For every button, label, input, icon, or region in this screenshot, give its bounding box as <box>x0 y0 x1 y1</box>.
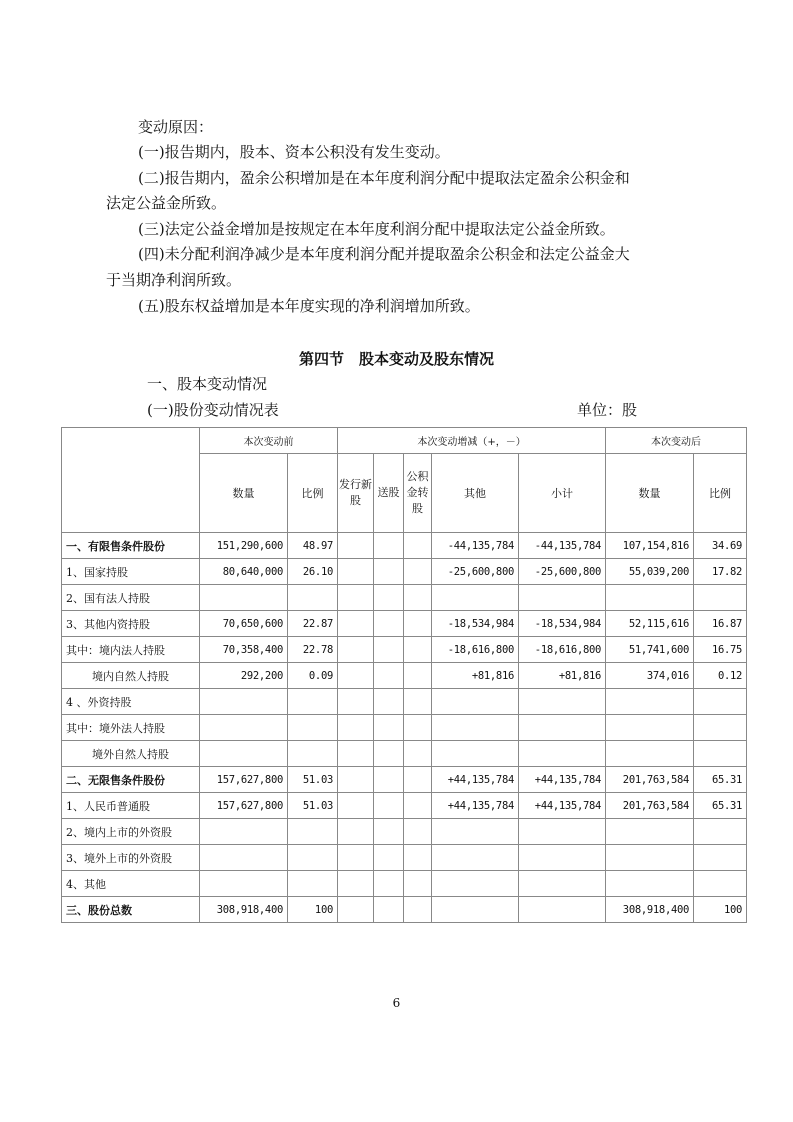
reason-item-1: (一)报告期内，股本、资本公积没有发生变动。 <box>138 143 450 161</box>
cell-transfer <box>404 689 432 715</box>
cell-subtotal <box>519 741 606 767</box>
cell-bonus <box>374 663 404 689</box>
cell-ratio: 0.09 <box>288 663 338 689</box>
header-qty-after: 数量 <box>606 454 694 533</box>
cell-qty-after: 52,115,616 <box>606 611 694 637</box>
header-transfer: 公积金转股 <box>404 454 432 533</box>
cell-qty <box>200 871 288 897</box>
table-row <box>62 559 747 585</box>
cell-transfer <box>404 897 432 923</box>
cell-other: -44,135,784 <box>432 533 519 559</box>
cell-bonus <box>374 845 404 871</box>
cell-transfer <box>404 585 432 611</box>
cell-qty <box>200 715 288 741</box>
cell-subtotal <box>519 871 606 897</box>
reason-item-3: (三)法定公益金增加是按规定在本年度利润分配中提取法定公益金所致。 <box>138 220 615 238</box>
cell-bonus <box>374 715 404 741</box>
cell-issue <box>338 741 374 767</box>
cell-subtotal <box>519 585 606 611</box>
cell-ratio <box>288 689 338 715</box>
cell-qty-after: 201,763,584 <box>606 793 694 819</box>
cell-qty <box>200 585 288 611</box>
cell-other <box>432 715 519 741</box>
row-label: 3、其他内资持股 <box>62 611 200 637</box>
cell-issue <box>338 871 374 897</box>
cell-ratio: 26.10 <box>288 559 338 585</box>
row-label: 4 、外资持股 <box>62 689 200 715</box>
row-label: 1、人民币普通股 <box>62 793 200 819</box>
cell-qty-after <box>606 689 694 715</box>
cell-ratio-after <box>694 715 747 741</box>
cell-bonus <box>374 689 404 715</box>
cell-ratio-after: 34.69 <box>694 533 747 559</box>
cell-transfer <box>404 871 432 897</box>
cell-qty <box>200 819 288 845</box>
cell-subtotal: -44,135,784 <box>519 533 606 559</box>
cell-qty: 308,918,400 <box>200 897 288 923</box>
cell-other: +44,135,784 <box>432 793 519 819</box>
cell-bonus <box>374 767 404 793</box>
row-label: 2、境内上市的外资股 <box>62 819 200 845</box>
cell-bonus <box>374 897 404 923</box>
cell-ratio: 51.03 <box>288 793 338 819</box>
cell-subtotal: +81,816 <box>519 663 606 689</box>
cell-qty-after <box>606 819 694 845</box>
row-label: 境内自然人持股 <box>62 663 200 689</box>
cell-issue <box>338 897 374 923</box>
cell-bonus <box>374 793 404 819</box>
cell-other: -25,600,800 <box>432 559 519 585</box>
cell-other <box>432 871 519 897</box>
cell-qty-after: 308,918,400 <box>606 897 694 923</box>
cell-issue <box>338 819 374 845</box>
cell-transfer <box>404 819 432 845</box>
table-row <box>62 741 747 767</box>
header-bonus: 送股 <box>374 454 404 533</box>
cell-other <box>432 689 519 715</box>
cell-qty: 157,627,800 <box>200 793 288 819</box>
reason-item-5: (五)股东权益增加是本年度实现的净利润增加所致。 <box>138 297 480 315</box>
cell-qty-after <box>606 871 694 897</box>
header-before: 本次变动前 <box>200 428 338 454</box>
cell-qty: 70,650,600 <box>200 611 288 637</box>
cell-transfer <box>404 715 432 741</box>
cell-bonus <box>374 637 404 663</box>
header-subtotal: 小计 <box>519 454 606 533</box>
table-row <box>62 871 747 897</box>
cell-ratio-after: 65.31 <box>694 767 747 793</box>
cell-subtotal: -18,616,800 <box>519 637 606 663</box>
table-row <box>62 897 747 923</box>
row-label: 1、国家持股 <box>62 559 200 585</box>
row-label: 其中：境外法人持股 <box>62 715 200 741</box>
cell-issue <box>338 689 374 715</box>
cell-other <box>432 819 519 845</box>
cell-transfer <box>404 741 432 767</box>
row-label: 一、有限售条件股份 <box>62 533 200 559</box>
header-qty: 数量 <box>200 454 288 533</box>
row-label: 3、境外上市的外资股 <box>62 845 200 871</box>
cell-ratio-after: 16.75 <box>694 637 747 663</box>
cell-ratio-after <box>694 871 747 897</box>
cell-subtotal: -18,534,984 <box>519 611 606 637</box>
cell-other <box>432 897 519 923</box>
reason-item-2-cont: 法定公益金所致。 <box>106 194 227 212</box>
cell-other: -18,616,800 <box>432 637 519 663</box>
cell-ratio-after <box>694 741 747 767</box>
row-label: 2、国有法人持股 <box>62 585 200 611</box>
cell-ratio: 48.97 <box>288 533 338 559</box>
reason-item-4-cont: 于当期净利润所致。 <box>106 271 242 289</box>
cell-ratio: 100 <box>288 897 338 923</box>
cell-ratio: 22.78 <box>288 637 338 663</box>
table-row <box>62 637 747 663</box>
cell-ratio: 51.03 <box>288 767 338 793</box>
cell-issue <box>338 715 374 741</box>
cell-qty <box>200 689 288 715</box>
subheading-share-change: 一、股本变动情况 <box>147 375 268 393</box>
cell-ratio <box>288 819 338 845</box>
cell-qty <box>200 741 288 767</box>
reason-heading: 变动原因： <box>138 118 214 136</box>
cell-issue <box>338 559 374 585</box>
cell-transfer <box>404 793 432 819</box>
cell-subtotal <box>519 715 606 741</box>
cell-ratio-after <box>694 819 747 845</box>
row-label: 其中：境内法人持股 <box>62 637 200 663</box>
table-row <box>62 715 747 741</box>
table-row <box>62 663 747 689</box>
cell-transfer <box>404 533 432 559</box>
table-row <box>62 689 747 715</box>
cell-qty-after: 51,741,600 <box>606 637 694 663</box>
cell-subtotal: +44,135,784 <box>519 793 606 819</box>
cell-qty <box>200 845 288 871</box>
cell-subtotal: +44,135,784 <box>519 767 606 793</box>
section-title: 第四节 股本变动及股东情况 <box>298 350 494 368</box>
cell-transfer <box>404 767 432 793</box>
cell-ratio-after: 65.31 <box>694 793 747 819</box>
cell-qty-after <box>606 585 694 611</box>
cell-ratio-after: 0.12 <box>694 663 747 689</box>
cell-qty-after <box>606 845 694 871</box>
cell-qty: 80,640,000 <box>200 559 288 585</box>
cell-qty-after: 55,039,200 <box>606 559 694 585</box>
page-number: 6 <box>392 996 401 1010</box>
cell-other <box>432 585 519 611</box>
header-ratio-after: 比例 <box>694 454 747 533</box>
cell-ratio <box>288 845 338 871</box>
cell-issue <box>338 533 374 559</box>
cell-issue <box>338 611 374 637</box>
row-label: 三、股份总数 <box>62 897 200 923</box>
cell-qty: 70,358,400 <box>200 637 288 663</box>
cell-ratio <box>288 741 338 767</box>
header-row-groups <box>62 428 747 454</box>
cell-issue <box>338 663 374 689</box>
cell-bonus <box>374 611 404 637</box>
cell-other: -18,534,984 <box>432 611 519 637</box>
subheading-share-table: (一)股份变动情况表 <box>147 401 279 419</box>
cell-transfer <box>404 663 432 689</box>
cell-qty-after: 107,154,816 <box>606 533 694 559</box>
share-change-table <box>61 427 747 923</box>
cell-ratio <box>288 715 338 741</box>
cell-issue <box>338 767 374 793</box>
cell-ratio-after: 17.82 <box>694 559 747 585</box>
table-row <box>62 767 747 793</box>
cell-qty-after <box>606 741 694 767</box>
cell-ratio: 22.87 <box>288 611 338 637</box>
cell-bonus <box>374 559 404 585</box>
cell-ratio-after <box>694 845 747 871</box>
cell-transfer <box>404 637 432 663</box>
header-other: 其他 <box>432 454 519 533</box>
cell-subtotal: -25,600,800 <box>519 559 606 585</box>
header-change: 本次变动增减（+，－） <box>338 428 606 454</box>
cell-ratio <box>288 871 338 897</box>
table-row <box>62 819 747 845</box>
table-row <box>62 845 747 871</box>
cell-qty-after <box>606 715 694 741</box>
cell-bonus <box>374 741 404 767</box>
cell-bonus <box>374 871 404 897</box>
table-row <box>62 585 747 611</box>
reason-item-2: (二)报告期内，盈余公积增加是在本年度利润分配中提取法定盈余公积金和 <box>138 169 630 187</box>
cell-ratio-after <box>694 689 747 715</box>
table-row <box>62 793 747 819</box>
cell-issue <box>338 637 374 663</box>
cell-subtotal <box>519 819 606 845</box>
cell-other <box>432 845 519 871</box>
cell-ratio-after <box>694 585 747 611</box>
cell-qty-after: 374,016 <box>606 663 694 689</box>
row-label: 境外自然人持股 <box>62 741 200 767</box>
cell-ratio <box>288 585 338 611</box>
cell-subtotal <box>519 897 606 923</box>
header-issue: 发行新股 <box>338 454 374 533</box>
cell-ratio-after: 100 <box>694 897 747 923</box>
cell-qty-after: 201,763,584 <box>606 767 694 793</box>
cell-subtotal <box>519 689 606 715</box>
cell-ratio-after: 16.87 <box>694 611 747 637</box>
cell-other: +44,135,784 <box>432 767 519 793</box>
cell-transfer <box>404 611 432 637</box>
table-row <box>62 611 747 637</box>
cell-qty: 157,627,800 <box>200 767 288 793</box>
unit-label: 单位：股 <box>577 401 638 419</box>
cell-bonus <box>374 819 404 845</box>
cell-qty: 151,290,600 <box>200 533 288 559</box>
row-label: 二、无限售条件股份 <box>62 767 200 793</box>
table-row <box>62 533 747 559</box>
cell-transfer <box>404 845 432 871</box>
cell-subtotal <box>519 845 606 871</box>
header-after: 本次变动后 <box>606 428 747 454</box>
cell-other <box>432 741 519 767</box>
reason-item-4: (四)未分配利润净减少是本年度利润分配并提取盈余公积金和法定公益金大 <box>138 245 630 263</box>
header-ratio: 比例 <box>288 454 338 533</box>
cell-bonus <box>374 585 404 611</box>
cell-other: +81,816 <box>432 663 519 689</box>
cell-issue <box>338 585 374 611</box>
cell-transfer <box>404 559 432 585</box>
cell-issue <box>338 845 374 871</box>
row-label: 4、其他 <box>62 871 200 897</box>
cell-bonus <box>374 533 404 559</box>
cell-issue <box>338 793 374 819</box>
header-blank-cell <box>62 428 200 533</box>
cell-qty: 292,200 <box>200 663 288 689</box>
